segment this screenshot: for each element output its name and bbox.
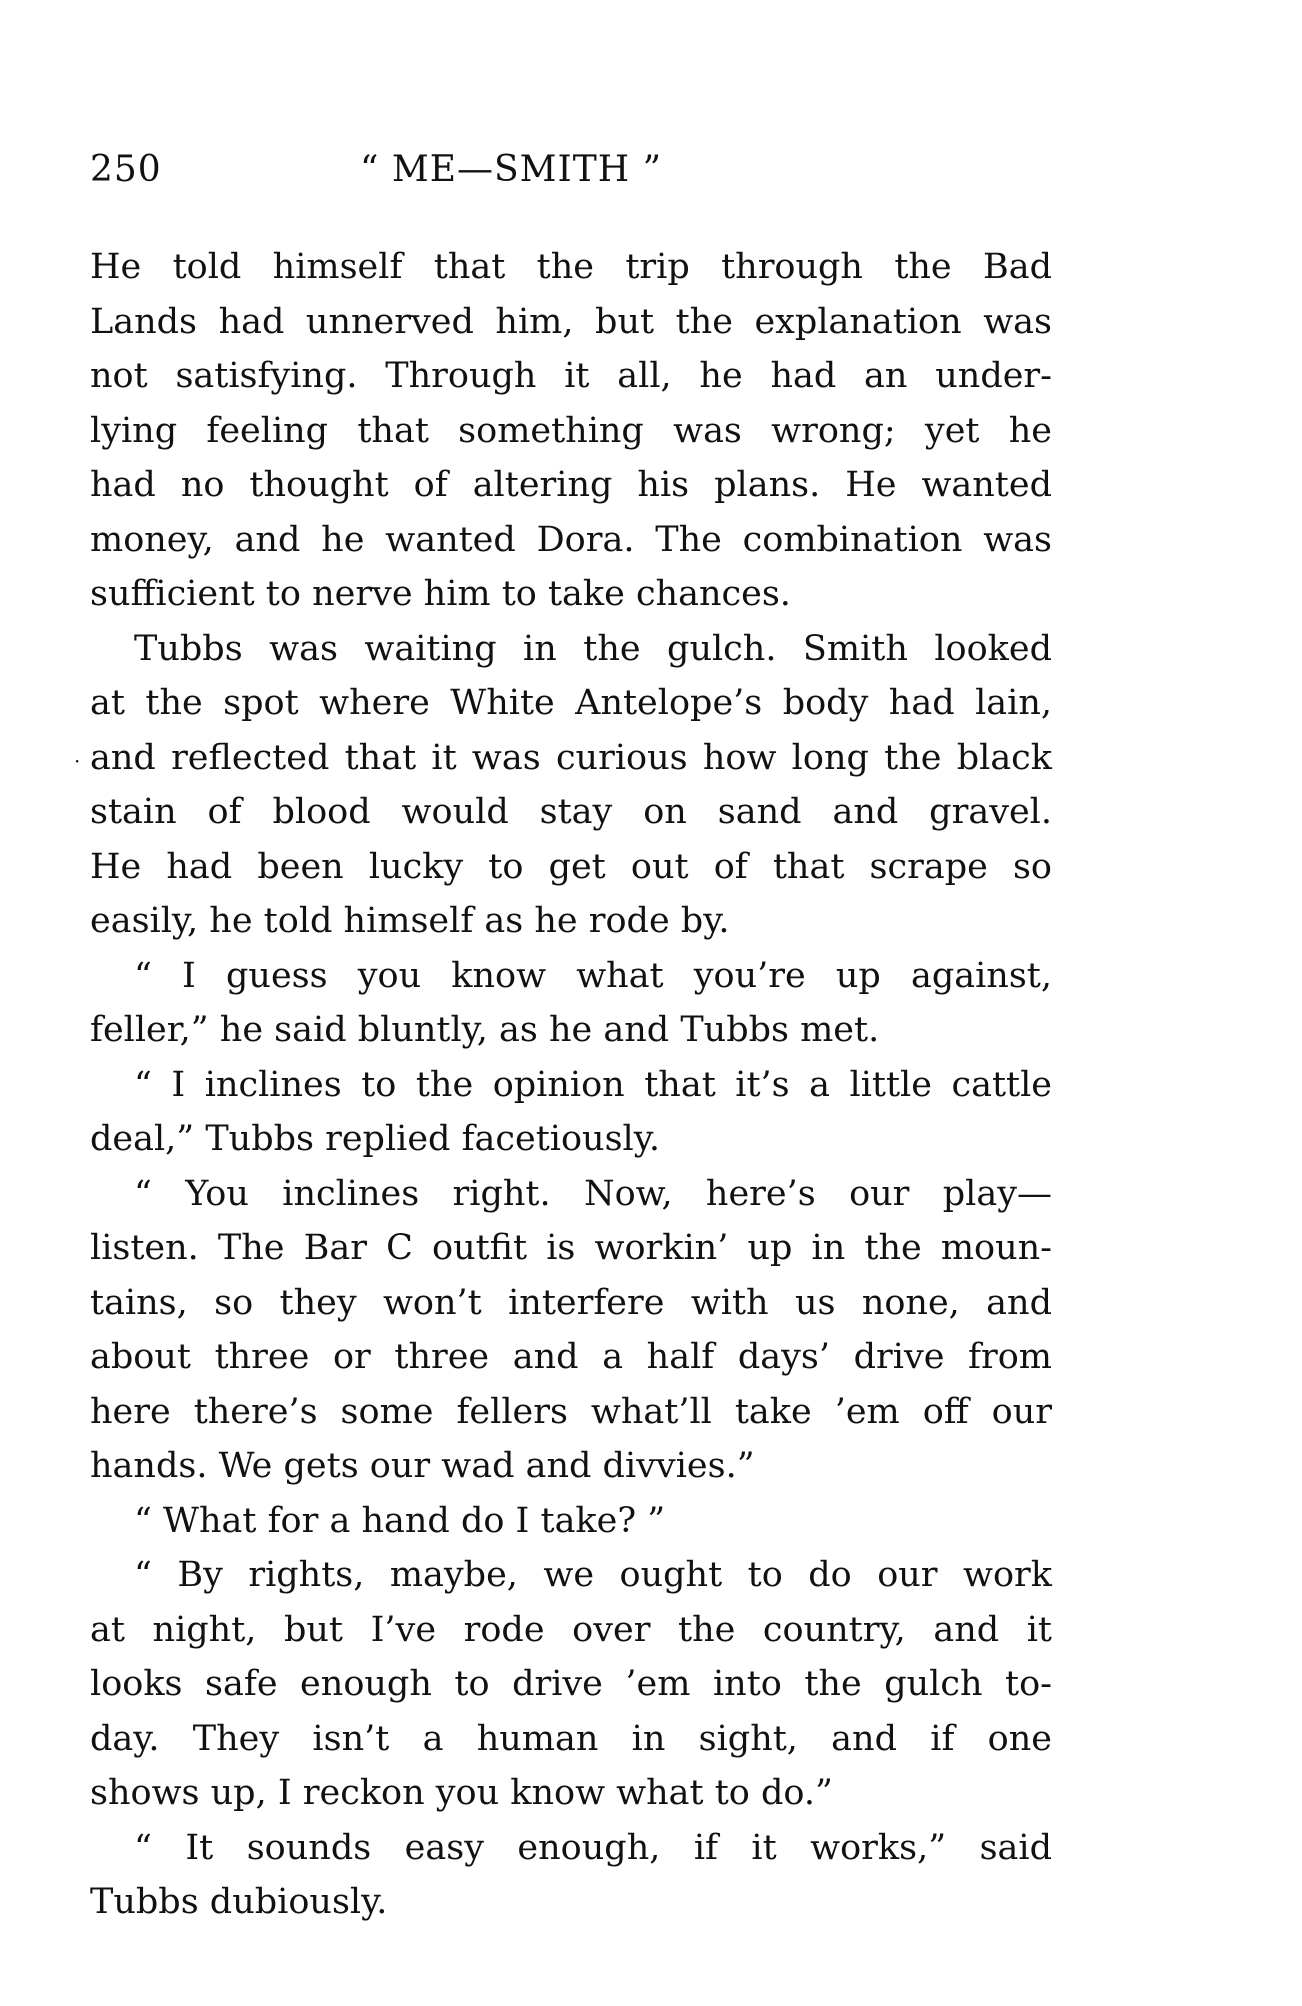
text-line: shows up, I reckon you know what to do.” [90,1773,833,1813]
text-line: stain of blood would stay on sand and gravel. [90,792,1052,832]
text-line: not satisfying. Through it all, he had an under- [90,356,1052,396]
text-line: had no thought of altering his plans. He wanted [90,465,1052,505]
text-line: lying feeling that something was wrong; yet he [90,410,1052,451]
text-line: He had been lucky to get out of that scrape so [90,846,1052,887]
text-line: hands. We gets our wad and divvies.” [90,1446,755,1486]
text-line: money, and he wanted Dora. The combination was [90,519,1052,560]
text-line: He told himself that the trip through the Bad [90,247,1052,287]
paragraph-start-line: Tubbs was waiting in the gulch. Smith looked [134,628,1052,669]
print-speck: · [74,749,81,773]
text-line: sufficient to nerve him to take chances. [90,574,791,614]
text-line: day. They isn’t a human in sight, and if one [90,1718,1052,1759]
text-line: Lands had unnerved him, but the explanation was [90,301,1052,342]
text-line: here there’s some fellers what’ll take ’em off our [90,1391,1052,1432]
text-line: and reflected that it was curious how long the black [90,737,1052,778]
running-head [90,145,1050,195]
running-title: “ ME—SMITH ” [360,149,662,190]
text-line: tains, so they won’t interfere with us none, and [90,1282,1052,1323]
paragraph-start-line: “ You inclines right. Now, here’s our play— [134,1173,1052,1214]
text-line: at night, but I’ve rode over the country, and it [90,1609,1052,1650]
page-number: 250 [90,149,162,190]
body-text [90,240,1052,1930]
paragraph-start-line: “ I guess you know what you’re up against, [134,955,1052,996]
paragraph-start-line: “ What for a hand do I take? ” [134,1500,666,1541]
paragraph-start-line: “ I inclines to the opinion that it’s a little cattle [134,1064,1052,1105]
text-line: about three or three and a half days’ drive from [90,1337,1052,1377]
text-line: Tubbs dubiously. [90,1882,388,1922]
text-line: looks safe enough to drive ’em into the gulch to- [90,1664,1052,1704]
text-line: easily, he told himself as he rode by. [90,901,730,941]
paragraph-start-line: “ By rights, maybe, we ought to do our work [134,1555,1052,1595]
text-line: listen. The Bar C outfit is workin’ up in the moun- [90,1228,1052,1268]
text-line: at the spot where White Antelope’s body had lain, [90,683,1052,723]
text-line: deal,” Tubbs replied facetiously. [90,1119,660,1159]
text-line: feller,” he said bluntly, as he and Tubbs met. [90,1010,880,1050]
paragraph-start-line: “ It sounds easy enough, if it works,” said [134,1827,1052,1868]
